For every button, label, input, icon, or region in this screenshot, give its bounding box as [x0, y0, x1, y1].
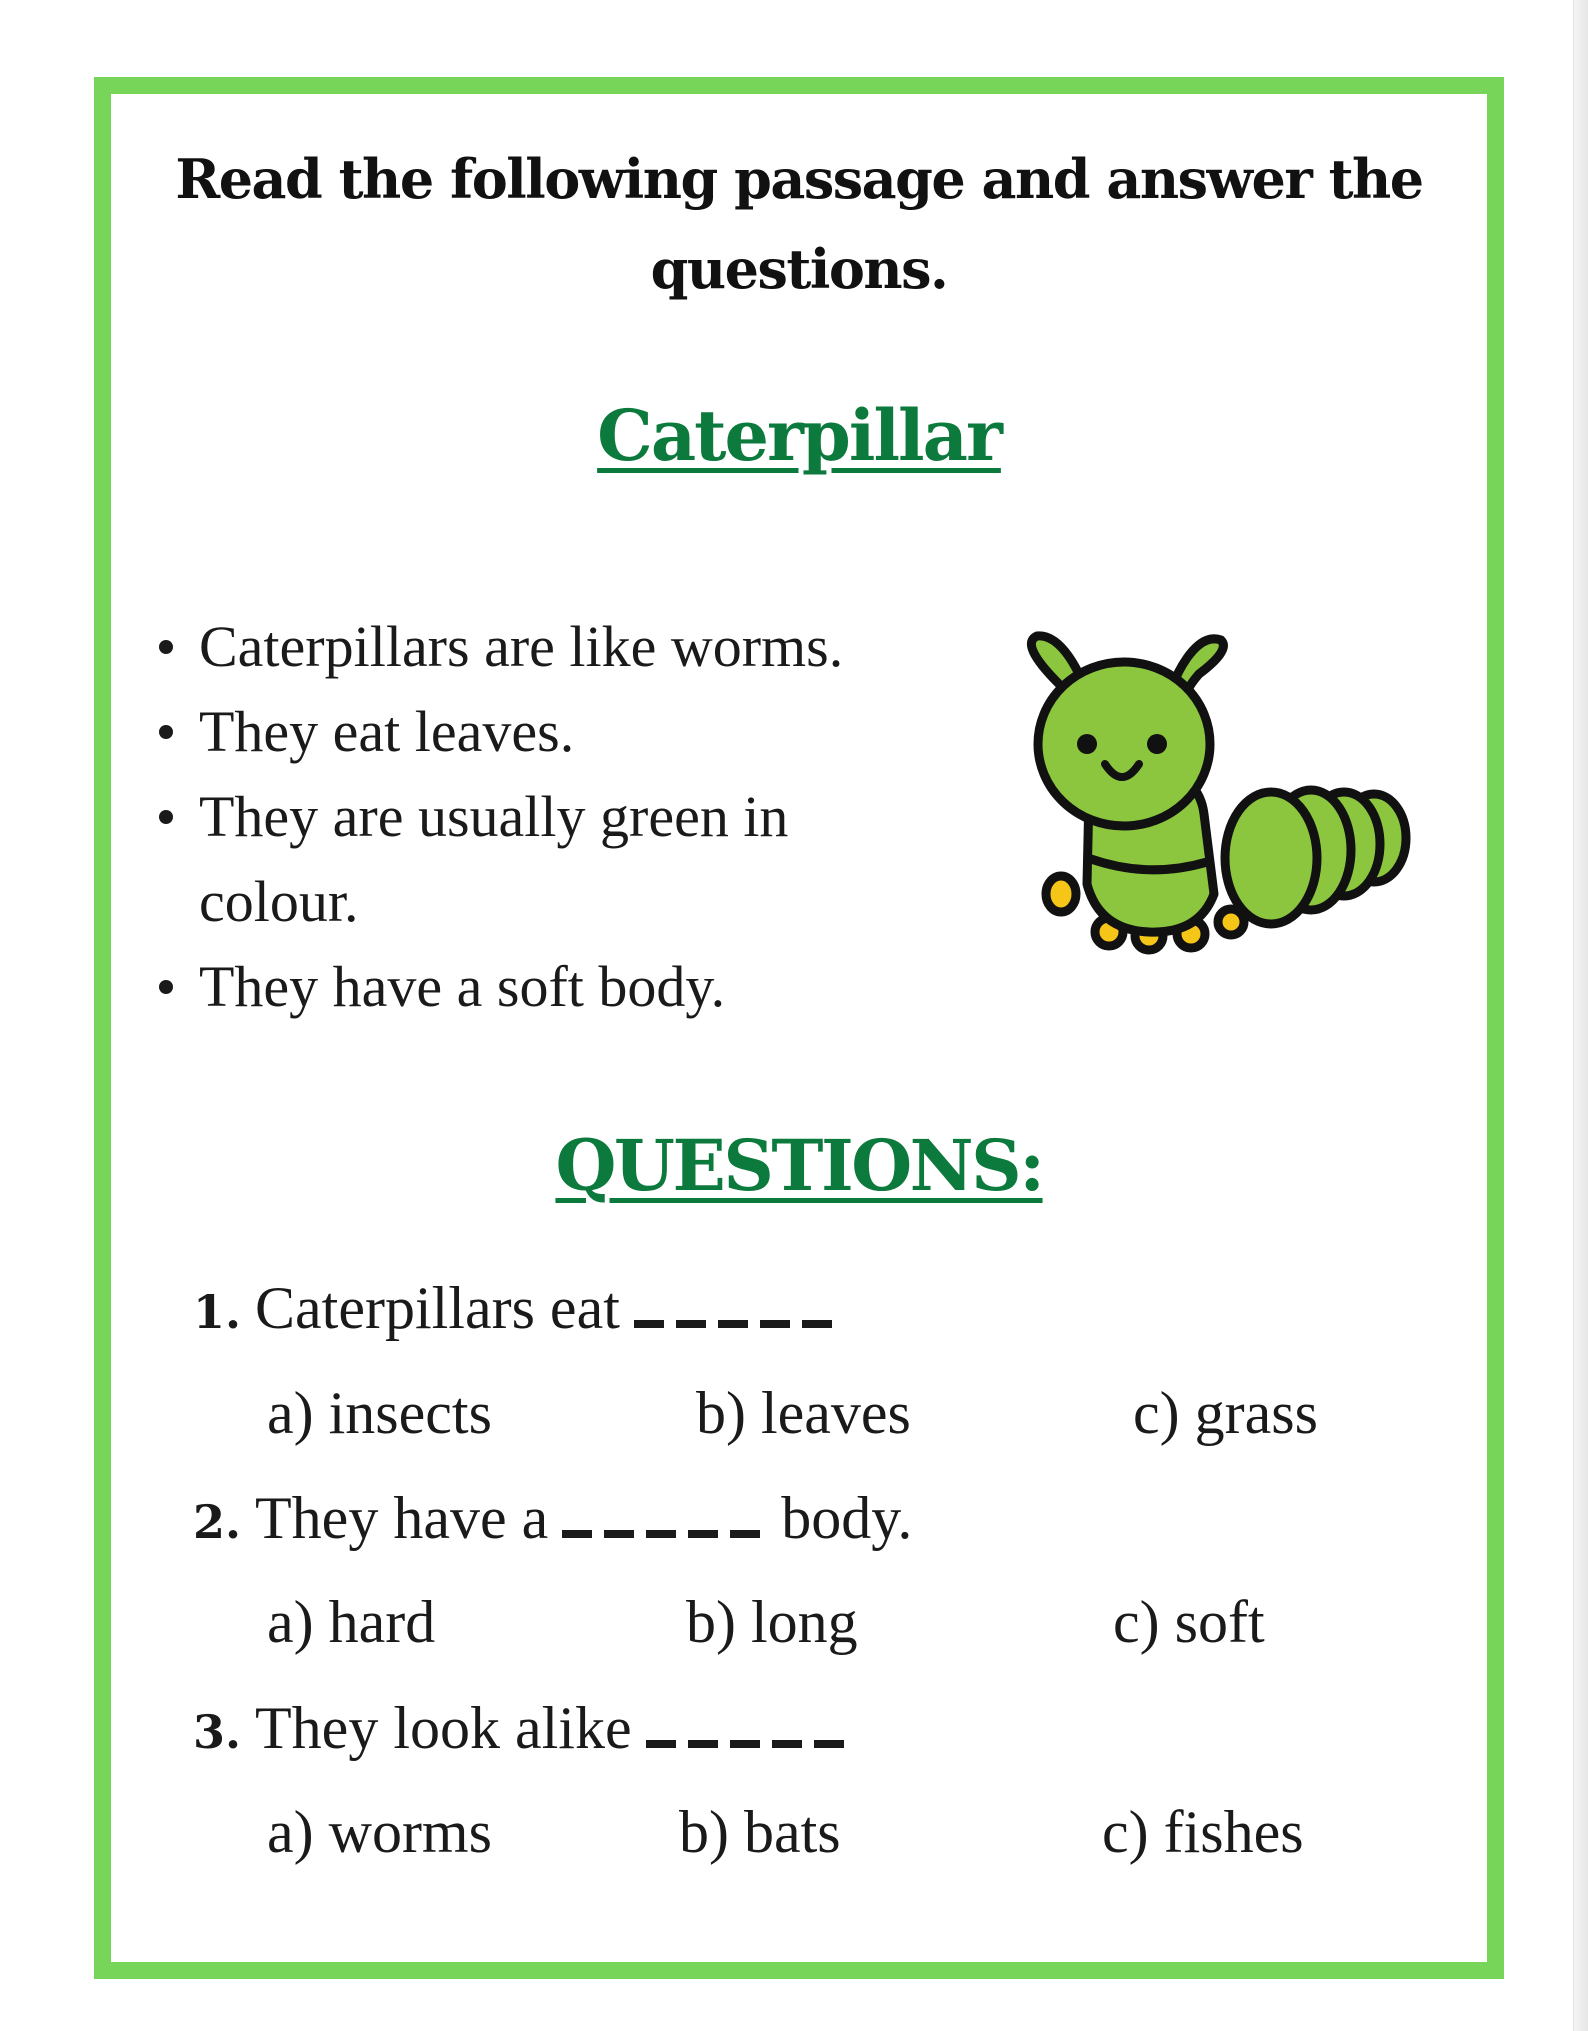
option-3b[interactable]: b) bats: [679, 1799, 841, 1865]
fact-list: [151, 604, 1079, 1029]
question-number: 3.: [193, 1705, 242, 1759]
worksheet-frame: [94, 77, 1504, 1979]
instruction-text: Read the following passage and answer the questions.: [175, 147, 1423, 301]
questions-heading: QUESTIONS:: [555, 1124, 1043, 1207]
page-edge: [1573, 0, 1588, 2031]
question-1: [193, 1274, 1393, 1343]
question-3: [193, 1694, 1393, 1763]
fact-item: Caterpillars are like worms.: [199, 604, 1079, 689]
option-1a[interactable]: a) insects: [267, 1380, 492, 1446]
caterpillar-icon: [999, 614, 1419, 974]
answer-blank[interactable]: [646, 1740, 851, 1748]
fact-item: They have a soft body.: [199, 944, 1079, 1029]
fact-item: They eat leaves.: [199, 689, 919, 774]
question-text-after: body.: [781, 1485, 913, 1551]
question-number: 2.: [193, 1495, 242, 1549]
fact-item: They are usually green in colour.: [199, 774, 919, 944]
option-2b[interactable]: b) long: [686, 1589, 858, 1655]
passage-title: Caterpillar: [597, 394, 1001, 477]
question-2: [193, 1484, 1393, 1553]
option-3c[interactable]: c) fishes: [1102, 1799, 1304, 1865]
question-text: They have a: [255, 1485, 549, 1551]
option-1b[interactable]: b) leaves: [696, 1380, 911, 1446]
question-text: They look alike: [255, 1695, 632, 1761]
question-number: 1.: [193, 1285, 242, 1339]
question-text: Caterpillars eat: [255, 1275, 620, 1341]
option-1c[interactable]: c) grass: [1133, 1380, 1318, 1446]
answer-blank[interactable]: [562, 1530, 767, 1538]
answer-blank[interactable]: [634, 1320, 839, 1328]
option-3a[interactable]: a) worms: [267, 1799, 492, 1865]
option-2a[interactable]: a) hard: [267, 1589, 436, 1655]
option-2c[interactable]: c) soft: [1113, 1589, 1265, 1655]
